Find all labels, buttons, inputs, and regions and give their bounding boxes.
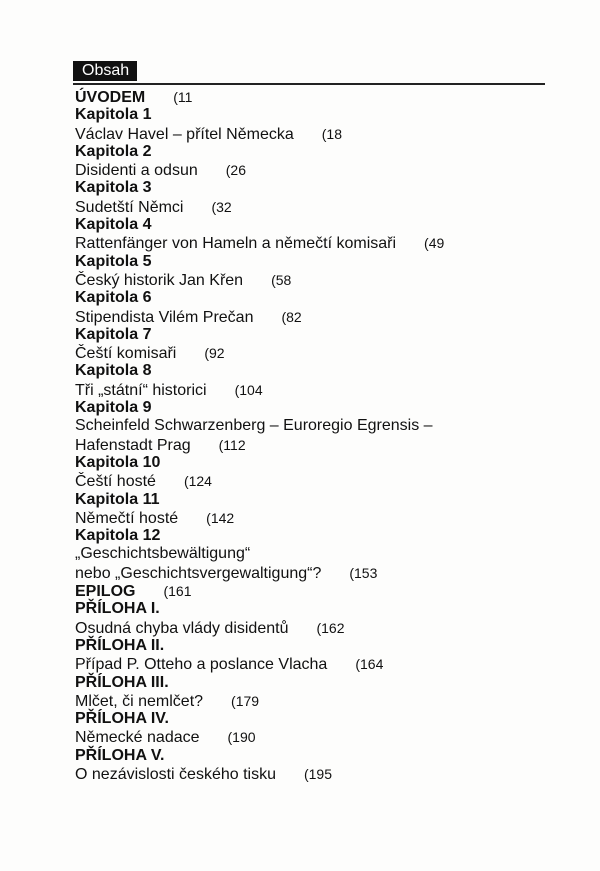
toc-page-number: (112	[218, 436, 246, 453]
toc-entry	[75, 198, 575, 216]
toc-page-number: (124	[183, 473, 212, 490]
toc-entry-text: Sudetští Němci	[75, 198, 184, 216]
toc-entry	[75, 436, 575, 454]
toc-page-number: (153	[349, 564, 378, 581]
toc-heading	[75, 143, 575, 161]
toc-entry	[75, 344, 575, 362]
toc-entry	[75, 472, 575, 490]
toc-page-number: (18	[321, 125, 342, 142]
toc-heading	[75, 674, 575, 692]
toc-entry-text: Němečtí hosté	[75, 509, 179, 527]
toc-heading	[75, 326, 575, 344]
toc-entry-text: Čeští hosté	[75, 473, 156, 491]
toc-page-number: (104	[234, 381, 263, 398]
toc-entry-text: Kapitola 5	[75, 252, 152, 270]
toc-page-number: (26	[225, 162, 246, 179]
toc-entry-text: Kapitola 4	[75, 216, 152, 234]
toc-entry-text: EPILOG	[75, 583, 136, 601]
toc-heading	[75, 88, 575, 106]
toc-entry-text: Disidenti a odsun	[75, 162, 198, 180]
toc-entry-text: Mlčet, či nemlčet?	[75, 692, 204, 710]
toc-page-number: (58	[271, 271, 292, 288]
toc-entry	[75, 545, 575, 563]
toc-entry-text: Kapitola 8	[75, 362, 152, 380]
toc-page-number: (142	[206, 509, 235, 526]
toc-entry-text: Kapitola 9	[75, 399, 152, 417]
toc-entry-text: PŘÍLOHA II.	[75, 636, 165, 654]
toc-heading	[75, 289, 575, 307]
toc-heading	[75, 637, 575, 655]
toc-entry	[75, 417, 575, 435]
toc-entry-text: nebo „Geschichtsvergewaltigung“?	[75, 564, 322, 582]
toc-entry-text: Václav Havel – přítel Německa	[75, 125, 294, 143]
toc-page-number: (161	[163, 583, 192, 600]
toc-entry	[75, 564, 575, 582]
toc-entry	[75, 271, 575, 289]
toc-heading	[75, 600, 575, 618]
toc-entry	[75, 234, 575, 252]
toc-page-number: (162	[316, 619, 345, 636]
toc-page-number: (92	[204, 345, 225, 362]
toc-heading	[75, 582, 575, 600]
toc-entry-text: PŘÍLOHA V.	[75, 746, 165, 764]
toc-entry-text: Kapitola 6	[75, 289, 152, 307]
toc-entry-text: Osudná chyba vlády disidentů	[75, 619, 289, 637]
toc-entry-text: Rattenfänger von Hameln a němečtí komisaři	[75, 235, 397, 253]
toc-entry	[75, 125, 575, 143]
toc-entry	[75, 381, 575, 399]
toc-entry-text: ÚVODEM	[75, 89, 146, 106]
toc-entry-text: Kapitola 11	[75, 490, 160, 508]
toc-page-number: (32	[211, 198, 232, 215]
toc-entry-text: Tři „státní“ historici	[75, 381, 207, 399]
section-header	[73, 61, 545, 85]
toc-entry-text: Čeští komisaři	[75, 345, 177, 363]
toc-page-number: (179	[231, 692, 260, 709]
toc-entry-text: Kapitola 12	[75, 527, 161, 545]
toc-heading	[75, 106, 575, 124]
toc-page-number: (11	[173, 89, 193, 105]
toc-entry-text: PŘÍLOHA I.	[75, 600, 160, 618]
toc-entry	[75, 692, 575, 710]
toc-entry	[75, 509, 575, 527]
section-title: Obsah	[73, 61, 137, 81]
toc-heading	[75, 491, 575, 509]
toc-entry-text: PŘÍLOHA III.	[75, 673, 169, 691]
toc-entry-text: „Geschichtsbewältigung“	[75, 545, 251, 563]
toc-entry	[75, 728, 575, 746]
toc-entry-text: Kapitola 3	[75, 179, 152, 197]
toc-entry-text: Český historik Jan Křen	[75, 271, 244, 289]
toc-entry-text: Kapitola 2	[75, 142, 152, 160]
toc-heading	[75, 362, 575, 380]
toc-entry	[75, 655, 575, 673]
toc-entry-text: Kapitola 7	[75, 325, 152, 343]
table-of-contents	[75, 88, 575, 783]
toc-page-number: (195	[303, 765, 333, 782]
toc-heading	[75, 527, 575, 545]
toc-entry	[75, 619, 575, 637]
toc-heading	[75, 710, 575, 728]
toc-heading	[75, 253, 575, 271]
toc-entry-text: Případ P. Otteho a poslance Vlacha	[75, 656, 328, 674]
toc-heading	[75, 399, 575, 417]
toc-entry	[75, 308, 575, 326]
toc-entry-text: Kapitola 10	[75, 453, 161, 471]
toc-page-number: (49	[424, 235, 445, 252]
toc-entry-text: O nezávislosti českého tisku	[75, 765, 276, 783]
toc-page-number: (190	[227, 729, 256, 746]
toc-heading	[75, 747, 575, 765]
toc-page-number: (164	[355, 656, 384, 673]
toc-heading	[75, 179, 575, 197]
toc-entry	[75, 161, 575, 179]
toc-entry-text: Hafenstadt Prag	[75, 436, 191, 454]
toc-entry	[75, 765, 575, 783]
toc-page-number: (82	[281, 308, 302, 325]
toc-entry-text: Kapitola 1	[75, 106, 152, 124]
toc-heading	[75, 216, 575, 234]
toc-entry-text: Německé nadace	[75, 729, 200, 747]
toc-entry-text: Scheinfeld Schwarzenberg – Euroregio Egrensis –	[75, 417, 433, 435]
toc-entry-text: Stipendista Vilém Prečan	[75, 308, 254, 326]
toc-entry-text: PŘÍLOHA IV.	[75, 710, 169, 728]
toc-heading	[75, 454, 575, 472]
